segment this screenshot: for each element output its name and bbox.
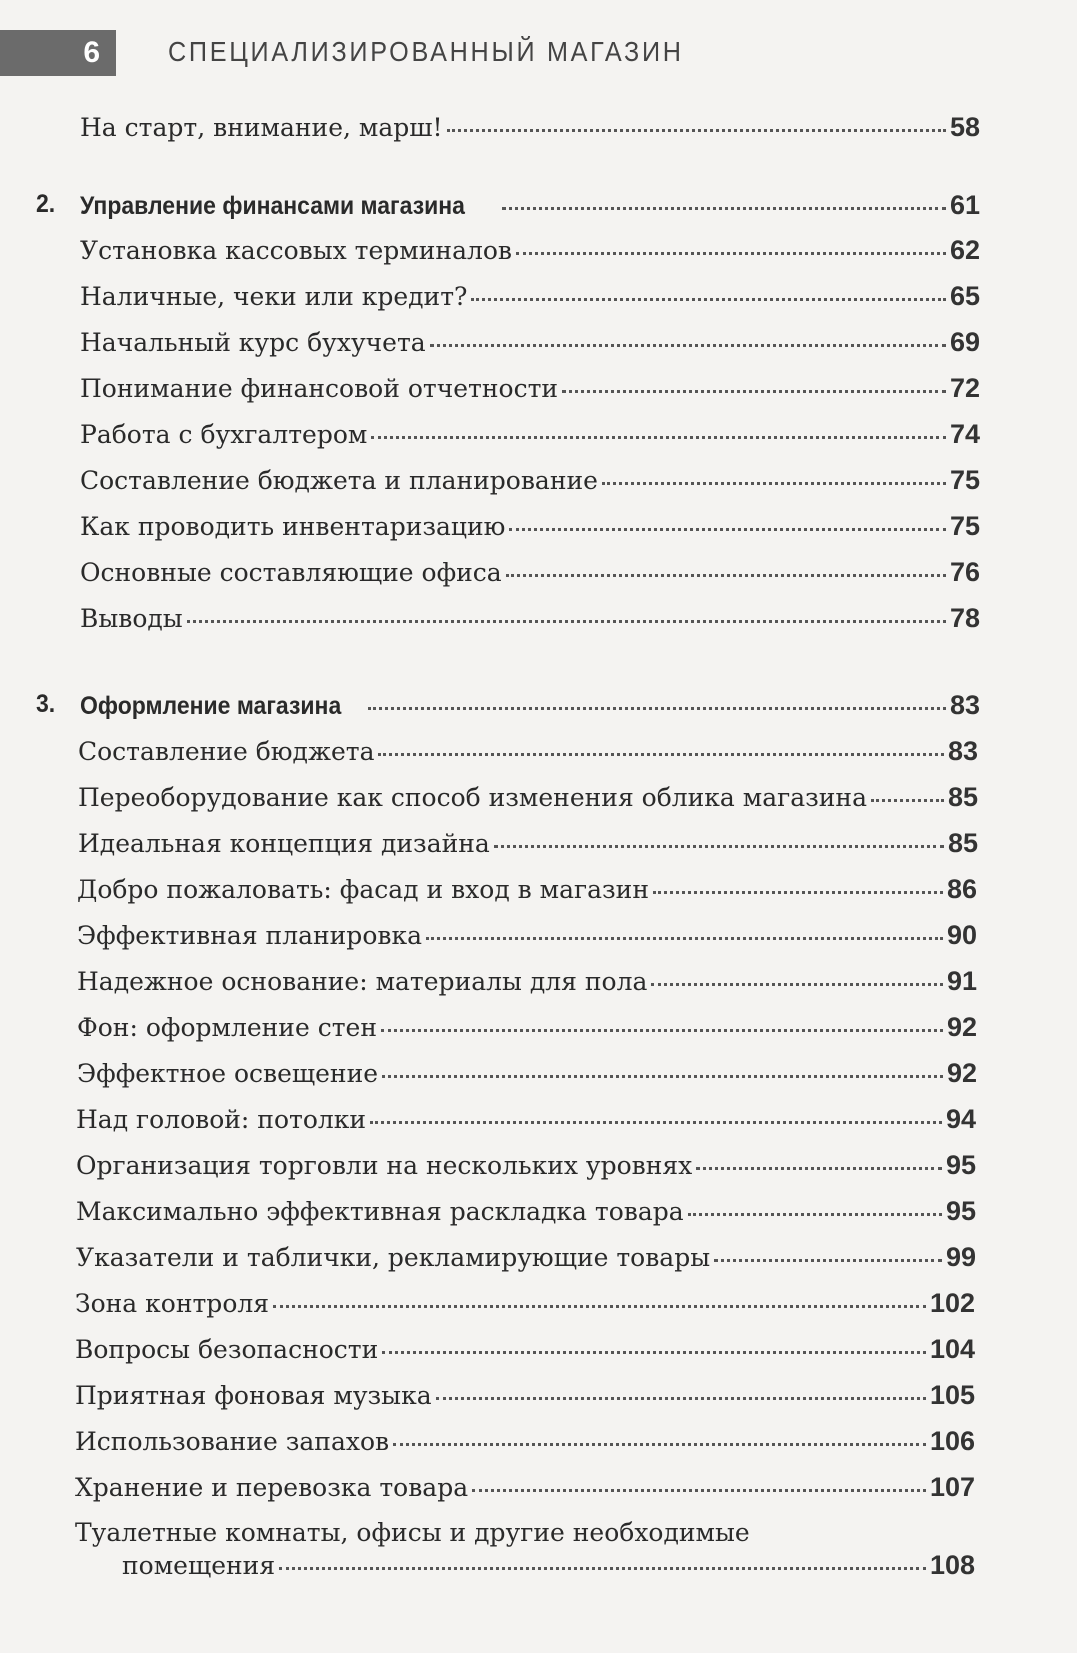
toc-entry-page: 69 [949, 327, 980, 357]
toc-entry-page: 78 [949, 603, 980, 633]
toc-entry-label: Фон: оформление стен [77, 1013, 377, 1042]
page-header [0, 30, 1077, 76]
toc-entry-page: 86 [946, 874, 977, 904]
toc-entry-label: Над головой: потолки [76, 1105, 367, 1134]
toc-entry[interactable] [80, 419, 980, 450]
toc-entry-label: Эффективная планировка [77, 921, 422, 950]
toc-entry-label-line1: Туалетные комнаты, офисы и другие необходимые [75, 1518, 750, 1547]
leader-dots [378, 753, 943, 756]
toc-entry-label: Как проводить инвентаризацию [80, 512, 506, 541]
toc-entry-page: 85 [947, 828, 978, 858]
leader-dots [509, 528, 946, 531]
toc-entry-label: Составление бюджета [78, 737, 375, 766]
toc-entry-page: 106 [929, 1426, 975, 1456]
toc-entry-page: 108 [929, 1550, 975, 1580]
leader-dots [696, 1167, 942, 1170]
leader-dots [653, 891, 943, 894]
toc-entry-label: Указатели и таблички, рекламирующие товары [76, 1243, 711, 1272]
chapter-title: Управление финансами магазина [80, 192, 465, 220]
toc-entry[interactable] [80, 281, 980, 312]
toc-entry-page: 85 [947, 782, 978, 812]
leader-dots [871, 799, 944, 802]
page-number: 6 [0, 30, 116, 76]
toc-entry[interactable] [76, 1150, 976, 1181]
toc-entry[interactable] [80, 373, 980, 404]
leader-dots [494, 845, 944, 848]
leader-dots [279, 1567, 926, 1570]
toc-entry-page: 94 [945, 1104, 976, 1134]
toc-entry[interactable] [78, 782, 978, 813]
leader-dots [714, 1259, 942, 1262]
toc-entry-page: 65 [949, 281, 980, 311]
leader-dots [651, 983, 943, 986]
toc-entry-page: 91 [946, 966, 977, 996]
toc-entry-page: 105 [929, 1380, 975, 1410]
leader-dots [447, 129, 946, 132]
toc-entry[interactable] [75, 1288, 975, 1319]
toc-entry[interactable] [77, 1058, 977, 1089]
chapter-heading[interactable] [36, 690, 980, 721]
toc-entry-label: Надежное основание: материалы для пола [77, 967, 648, 996]
toc-entry-page: 72 [949, 373, 980, 403]
toc-entry[interactable] [76, 1196, 976, 1227]
toc-entry[interactable] [76, 1242, 976, 1273]
toc-entry[interactable] [80, 603, 980, 634]
leader-dots [688, 1213, 942, 1216]
toc-entry[interactable] [75, 1380, 975, 1411]
toc-entry[interactable] [78, 828, 978, 859]
chapter-number: 2. [36, 190, 56, 218]
toc-entry[interactable] [80, 327, 980, 358]
leader-dots [382, 1075, 943, 1078]
toc-entry-label: Использование запахов [75, 1427, 390, 1456]
leader-dots [368, 707, 946, 710]
toc-entry-label: Максимально эффективная раскладка товара [76, 1197, 684, 1226]
toc-entry-page: 83 [947, 736, 978, 766]
toc-entry-label: Эффектное освещение [77, 1059, 379, 1088]
toc-entry-label: Работа с бухгалтером [80, 420, 368, 449]
toc-entry[interactable] [75, 1426, 975, 1457]
toc-entry-page: 75 [949, 511, 980, 541]
chapter-page: 61 [949, 190, 980, 220]
leader-dots [382, 1351, 926, 1354]
chapter-title: Оформление магазина [80, 692, 342, 720]
toc-entry-label: Составление бюджета и планирование [80, 466, 598, 495]
toc-entry-page: 95 [945, 1196, 976, 1226]
toc-entry-page: 76 [949, 557, 980, 587]
leader-dots [602, 482, 946, 485]
toc-entry[interactable] [80, 511, 980, 542]
toc-entry[interactable] [77, 920, 977, 951]
toc-entry[interactable] [80, 235, 980, 266]
leader-dots [502, 207, 946, 210]
toc-entry[interactable] [77, 966, 977, 997]
leader-dots [187, 620, 946, 623]
leader-dots [472, 1489, 926, 1492]
leader-dots [506, 574, 946, 577]
toc-entry-page: 95 [945, 1150, 976, 1180]
toc-entry-label: Основные составляющие офиса [80, 558, 502, 587]
toc-entry[interactable] [122, 1550, 975, 1581]
leader-dots [371, 436, 946, 439]
toc-entry-page: 75 [949, 465, 980, 495]
leader-dots [393, 1443, 926, 1446]
toc-entry-label: Хранение и перевозка товара [75, 1473, 469, 1502]
toc-entry[interactable] [78, 736, 978, 767]
leader-dots [426, 937, 943, 940]
chapter-number: 3. [36, 690, 56, 718]
toc-entry-label-line2: помещения [122, 1551, 276, 1580]
toc-entry[interactable] [75, 1472, 975, 1503]
leader-dots [562, 390, 946, 393]
toc-entry-label: Идеальная концепция дизайна [78, 829, 490, 858]
toc-entry-label: Наличные, чеки или кредит? [80, 282, 468, 311]
toc-entry-page: 74 [949, 419, 980, 449]
toc-entry-page: 90 [946, 920, 977, 950]
chapter-heading[interactable] [36, 190, 980, 221]
toc-entry-page: 99 [945, 1242, 976, 1272]
toc-entry-label: Зона контроля [75, 1289, 270, 1318]
leader-dots [471, 298, 946, 301]
toc-entry-label: Установка кассовых терминалов [80, 236, 512, 265]
toc-entry-page: 92 [946, 1058, 977, 1088]
leader-dots [370, 1121, 942, 1124]
toc-entry-label: Вопросы безопасности [75, 1335, 379, 1364]
toc-entry-label: Переоборудование как способ изменения облика магазина [78, 783, 868, 812]
leader-dots [273, 1305, 926, 1308]
toc-entry[interactable] [76, 1104, 976, 1135]
toc-entry[interactable] [77, 1012, 977, 1043]
toc-entry-page: 62 [949, 235, 980, 265]
toc-entry[interactable] [80, 465, 980, 496]
toc-entry[interactable] [77, 874, 977, 905]
toc-entry[interactable] [80, 557, 980, 588]
toc-entry-label: Выводы [80, 604, 183, 633]
toc-entry-page: 58 [949, 112, 980, 142]
toc-entry-label: Понимание финансовой отчетности [80, 374, 559, 403]
leader-dots [381, 1029, 943, 1032]
toc-entry-page: 92 [946, 1012, 977, 1042]
running-title: СПЕЦИАЛИЗИРОВАННЫЙ МАГАЗИН [168, 36, 684, 67]
toc-entry-page: 107 [929, 1472, 975, 1502]
toc-entry[interactable] [80, 112, 980, 143]
toc-entry-page: 104 [929, 1334, 975, 1364]
toc-entry[interactable] [75, 1334, 975, 1365]
toc-entry-label: Организация торговли на нескольких уровнях [76, 1151, 693, 1180]
toc-entry-label: Начальный курс бухучета [80, 328, 426, 357]
leader-dots [430, 344, 946, 347]
leader-dots [436, 1397, 926, 1400]
toc-entry-label: Приятная фоновая музыка [75, 1381, 432, 1410]
toc-entry-label: На старт, внимание, марш! [80, 113, 443, 142]
toc-entry-label: Добро пожаловать: фасад и вход в магазин [77, 875, 649, 904]
leader-dots [516, 252, 946, 255]
chapter-page: 83 [949, 690, 980, 720]
toc-entry-page: 102 [929, 1288, 975, 1318]
